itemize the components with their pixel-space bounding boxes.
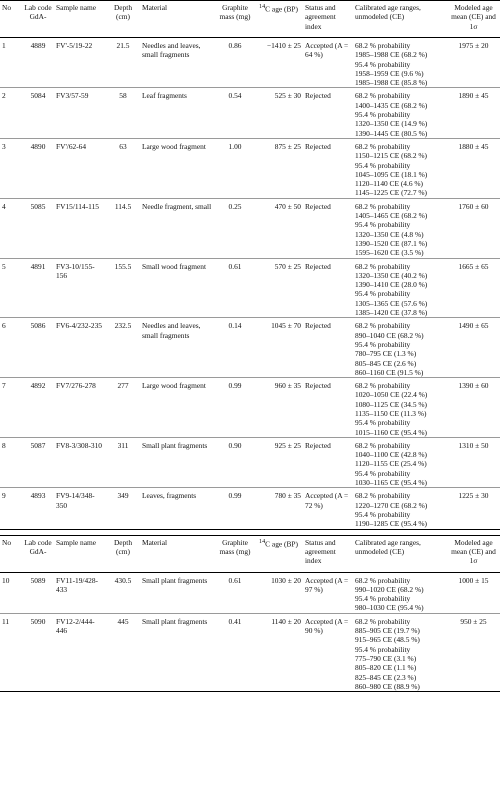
col-header-material: Material bbox=[142, 3, 168, 12]
cell-lab-code: 5089 bbox=[30, 575, 46, 585]
cell-lab-code: 5084 bbox=[30, 91, 46, 101]
cell-depth: 430.5 bbox=[114, 575, 132, 585]
table-row bbox=[0, 198, 500, 258]
calibrated-range-line: 1020–1050 CE (22.4 %) bbox=[355, 390, 428, 400]
col-header-depth: Depth (cm) bbox=[113, 3, 133, 22]
calibrated-range-line: 68.2 % probability bbox=[355, 616, 411, 626]
calibrated-range-line: 1305–1365 CE (57.6 %) bbox=[355, 298, 428, 308]
c14-age-label: C age (BP) bbox=[265, 4, 298, 14]
calibrated-range-line: 68.2 % probability bbox=[355, 141, 411, 151]
cell-sample-name: FV'-5/19-22 bbox=[56, 41, 93, 50]
cell-depth: 445 bbox=[117, 616, 129, 626]
cell-calibrated-ranges bbox=[353, 258, 447, 318]
calibrated-range-line: 1190–1285 CE (95.4 %) bbox=[355, 519, 427, 529]
cell-graphite-mass: 0.41 bbox=[228, 616, 242, 626]
calibrated-range-line: 68.2 % probability bbox=[355, 321, 411, 331]
cell-depth: 349 bbox=[117, 491, 129, 501]
table-row bbox=[0, 572, 500, 613]
col-header-sample-name: Sample name bbox=[56, 3, 97, 12]
cell-graphite-mass: 0.99 bbox=[228, 381, 242, 391]
cell-status: Rejected bbox=[305, 440, 331, 450]
cell-lab-code: 5090 bbox=[30, 616, 46, 626]
c14-age-label: C age (BP) bbox=[265, 539, 298, 549]
table-row bbox=[0, 138, 500, 198]
calibrated-range-line: 95.4 % probability bbox=[355, 339, 411, 349]
cell-sample-name: FV3-10/155-156 bbox=[56, 261, 95, 280]
cell-calibrated-ranges bbox=[353, 198, 447, 258]
calibrated-range-line: 68.2 % probability bbox=[355, 91, 411, 101]
calibrated-range-line: 780–795 CE (1.3 %) bbox=[355, 349, 417, 359]
calibrated-range-line: 68.2 % probability bbox=[355, 491, 411, 501]
cell-sample-name: FV9-14/348-350 bbox=[56, 491, 95, 510]
table-row bbox=[0, 437, 500, 487]
calibrated-range-line: 68.2 % probability bbox=[355, 201, 411, 211]
c14-superscript: 14 bbox=[259, 4, 266, 10]
calibrated-range-line: 980–1030 CE (95.4 %) bbox=[355, 603, 424, 613]
cell-modeled-age: 1665 ± 65 bbox=[458, 261, 489, 271]
cell-depth: 114.5 bbox=[114, 201, 132, 211]
cell-c14-age: −1410 ± 25 bbox=[266, 41, 301, 50]
col-header-graphite-mass: Graphite mass (mg) bbox=[219, 537, 251, 556]
cell-depth: 58 bbox=[119, 91, 127, 101]
table-header-row bbox=[0, 535, 500, 572]
table-row bbox=[0, 378, 500, 438]
calibrated-range-line: 1320–1350 CE (4.8 %) bbox=[355, 229, 424, 239]
cell-sample-name: FV7/276-278 bbox=[56, 381, 96, 391]
cell-graphite-mass: 0.61 bbox=[228, 575, 242, 585]
cell-material: Needles and leaves, small fragments bbox=[142, 41, 201, 60]
cell-status: Rejected bbox=[305, 201, 331, 211]
cell-lab-code: 4890 bbox=[30, 141, 46, 151]
cell-calibrated-ranges bbox=[353, 318, 447, 378]
cell-c14-age: 925 ± 25 bbox=[274, 440, 301, 450]
calibrated-range-line: 1120–1155 CE (25.4 %) bbox=[355, 459, 427, 469]
cell-sample-name: FV8-3/308-310 bbox=[56, 440, 102, 450]
table-row bbox=[0, 488, 500, 529]
cell-depth: 21.5 bbox=[116, 41, 130, 50]
cell-lab-code: 5085 bbox=[30, 201, 46, 211]
cell-modeled-age: 1000 ± 15 bbox=[458, 575, 489, 585]
cell-material: Needle fragment, small bbox=[142, 201, 212, 211]
calibrated-range-line: 95.4 % probability bbox=[355, 220, 411, 230]
cell-modeled-age: 1975 ± 20 bbox=[458, 41, 489, 50]
cell-material: Small plant fragments bbox=[142, 616, 208, 626]
cell-c14-age: 570 ± 25 bbox=[274, 261, 301, 271]
cell-depth: 232.5 bbox=[114, 321, 132, 331]
cell-modeled-age: 1760 ± 60 bbox=[458, 201, 489, 211]
cell-no: 7 bbox=[2, 381, 6, 391]
calibrated-range-line: 1595–1620 CE (3.5 %) bbox=[355, 248, 424, 258]
calibrated-range-line: 775–790 CE (3.1 %) bbox=[355, 653, 417, 663]
cell-no: 6 bbox=[2, 321, 6, 331]
cell-material: Needles and leaves, small fragments bbox=[142, 321, 201, 340]
calibrated-range-line: 68.2 % probability bbox=[355, 41, 411, 50]
calibrated-range-line: 1390–1520 CE (87.1 %) bbox=[355, 238, 428, 248]
cell-c14-age: 1030 ± 20 bbox=[271, 575, 301, 585]
cell-modeled-age: 1890 ± 45 bbox=[458, 91, 489, 101]
calibrated-range-line: 95.4 % probability bbox=[355, 644, 411, 654]
calibrated-range-line: 1150–1215 CE (68.2 %) bbox=[355, 151, 427, 161]
table-header-row bbox=[0, 1, 500, 38]
calibrated-range-line: 1145–1225 CE (72.7 %) bbox=[355, 188, 427, 198]
cell-c14-age: 1045 ± 70 bbox=[271, 321, 301, 331]
table-row bbox=[0, 318, 500, 378]
col-header-modeled-age: Modeled age mean (CE) and 1σ bbox=[451, 3, 496, 31]
cell-lab-code: 5087 bbox=[30, 440, 46, 450]
cell-depth: 155.5 bbox=[114, 261, 132, 271]
calibrated-range-line: 1985–1988 CE (68.2 %) bbox=[355, 50, 428, 60]
cell-calibrated-ranges bbox=[353, 437, 447, 487]
cell-graphite-mass: 0.90 bbox=[228, 440, 242, 450]
calibrated-range-line: 95.4 % probability bbox=[355, 289, 411, 299]
calibrated-range-line: 95.4 % probability bbox=[355, 509, 411, 519]
cell-calibrated-ranges bbox=[353, 488, 447, 529]
calibrated-range-line: 68.2 % probability bbox=[355, 440, 411, 450]
cell-c14-age: 470 ± 50 bbox=[274, 201, 301, 211]
calibrated-range-line: 1958–1959 CE (9.6 %) bbox=[355, 68, 424, 78]
cell-lab-code: 5086 bbox=[30, 321, 46, 331]
cell-sample-name: FV6-4/232-235 bbox=[56, 321, 102, 331]
cell-lab-code: 4889 bbox=[30, 41, 46, 50]
calibrated-range-line: 68.2 % probability bbox=[355, 381, 411, 391]
calibrated-range-line: 805–845 CE (2.6 %) bbox=[355, 358, 417, 368]
cell-depth: 311 bbox=[117, 440, 129, 450]
calibrated-range-line: 1120–1140 CE (4.6 %) bbox=[355, 179, 424, 189]
cell-c14-age: 525 ± 30 bbox=[274, 91, 301, 101]
cell-material: Small plant fragments bbox=[142, 575, 208, 585]
calibrated-range-line: 860–980 CE (88.9 %) bbox=[355, 681, 420, 691]
cell-sample-name: FV3/57-59 bbox=[56, 91, 89, 101]
calibrated-range-line: 95.4 % probability bbox=[355, 418, 411, 428]
cell-c14-age: 875 ± 25 bbox=[274, 141, 301, 151]
calibrated-range-line: 1135–1150 CE (11.3 %) bbox=[355, 408, 427, 418]
calibrated-range-line: 1220–1270 CE (68.2 %) bbox=[355, 500, 428, 510]
cell-no: 10 bbox=[2, 575, 10, 585]
calibrated-range-line: 1320–1350 CE (40.2 %) bbox=[355, 270, 428, 280]
cell-depth: 277 bbox=[117, 381, 129, 391]
cell-status: Rejected bbox=[305, 141, 331, 151]
calibrated-range-line: 915–965 CE (48.5 %) bbox=[355, 635, 420, 645]
col-header-no: No bbox=[2, 3, 12, 12]
cell-status: Accepted (A = 90 %) bbox=[305, 616, 349, 636]
cell-no: 1 bbox=[2, 41, 6, 50]
cell-lab-code: 4891 bbox=[30, 261, 46, 271]
col-header-c14-age bbox=[254, 1, 303, 38]
cell-material: Large wood fragment bbox=[142, 381, 206, 391]
table-row bbox=[0, 258, 500, 318]
calibrated-range-line: 95.4 % probability bbox=[355, 59, 411, 69]
cell-no: 4 bbox=[2, 201, 6, 211]
calibrated-range-line: 68.2 % probability bbox=[355, 261, 411, 271]
cell-lab-code: 4893 bbox=[30, 491, 46, 501]
cell-no: 11 bbox=[2, 616, 10, 626]
cell-graphite-mass: 0.99 bbox=[228, 491, 242, 501]
cell-no: 2 bbox=[2, 91, 6, 101]
cell-no: 3 bbox=[2, 141, 6, 151]
cell-graphite-mass: 1.00 bbox=[228, 141, 242, 151]
calibrated-range-line: 1080–1125 CE (34.5 %) bbox=[355, 399, 427, 409]
calibrated-range-line: 1985–1988 CE (85.8 %) bbox=[355, 78, 428, 88]
cell-status: Accepted (A = 64 %) bbox=[305, 41, 349, 60]
col-header-sample-name: Sample name bbox=[56, 537, 97, 547]
table-row bbox=[0, 88, 500, 138]
calibrated-range-line: 1030–1165 CE (95.4 %) bbox=[355, 478, 427, 488]
col-header-no: No bbox=[2, 537, 12, 547]
cell-status: Rejected bbox=[305, 261, 331, 271]
cell-c14-age: 780 ± 35 bbox=[274, 491, 301, 501]
cell-modeled-age: 1225 ± 30 bbox=[458, 491, 489, 501]
c14-superscript: 14 bbox=[259, 538, 266, 545]
cell-modeled-age: 1310 ± 50 bbox=[458, 440, 489, 450]
cell-no: 9 bbox=[2, 491, 6, 501]
col-header-calibrated-ranges: Calibrated age ranges, unmodeled (CE) bbox=[355, 3, 421, 22]
calibrated-range-line: 805–820 CE (1.1 %) bbox=[355, 663, 417, 673]
cell-modeled-age: 1880 ± 45 bbox=[458, 141, 489, 151]
calibrated-range-line: 95.4 % probability bbox=[355, 468, 411, 478]
col-header-lab-code: Lab code GdA- bbox=[24, 537, 52, 556]
calibrated-range-line: 890–1040 CE (68.2 %) bbox=[355, 330, 424, 340]
calibrated-range-line: 1320–1350 CE (14.9 %) bbox=[355, 119, 428, 129]
col-header-depth: Depth (cm) bbox=[113, 537, 133, 556]
col-header-c14-age bbox=[254, 535, 303, 572]
cell-status: Rejected bbox=[305, 381, 331, 391]
cell-c14-age: 960 ± 35 bbox=[274, 381, 301, 391]
cell-calibrated-ranges bbox=[353, 378, 447, 438]
cell-graphite-mass: 0.86 bbox=[228, 41, 242, 50]
cell-modeled-age: 1490 ± 65 bbox=[458, 321, 489, 331]
cell-graphite-mass: 0.54 bbox=[228, 91, 242, 101]
cell-modeled-age: 950 ± 25 bbox=[460, 616, 487, 626]
calibrated-range-line: 825–845 CE (2.3 %) bbox=[355, 672, 417, 682]
cell-calibrated-ranges bbox=[353, 138, 447, 198]
cell-calibrated-ranges bbox=[353, 88, 447, 138]
cell-depth: 63 bbox=[119, 141, 127, 151]
calibrated-range-line: 860–1160 CE (91.5 %) bbox=[355, 367, 424, 377]
cell-calibrated-ranges bbox=[353, 613, 447, 691]
cell-material: Leaves, fragments bbox=[142, 491, 197, 501]
calibrated-range-line: 95.4 % probability bbox=[355, 160, 411, 170]
cell-sample-name: FV15/114-115 bbox=[56, 201, 99, 211]
calibrated-range-line: 1390–1410 CE (28.0 %) bbox=[355, 280, 428, 290]
cell-graphite-mass: 0.61 bbox=[228, 261, 242, 271]
table-row bbox=[0, 613, 500, 691]
cell-status: Accepted (A = 97 %) bbox=[305, 575, 349, 594]
cell-status: Rejected bbox=[305, 321, 331, 331]
cell-calibrated-ranges bbox=[353, 572, 447, 613]
col-header-status: Status and agreement index bbox=[305, 537, 336, 566]
cell-status: Rejected bbox=[305, 91, 331, 101]
calibrated-range-line: 1045–1095 CE (18.1 %) bbox=[355, 169, 428, 179]
cell-no: 5 bbox=[2, 261, 6, 271]
col-header-lab-code: Lab code GdA- bbox=[24, 3, 52, 22]
cell-modeled-age: 1390 ± 60 bbox=[458, 381, 489, 391]
calibrated-range-line: 1405–1465 CE (68.2 %) bbox=[355, 211, 428, 221]
col-header-graphite-mass: Graphite mass (mg) bbox=[219, 3, 251, 22]
cell-status: Accepted (A = 72 %) bbox=[305, 491, 349, 510]
table-row bbox=[0, 38, 500, 88]
cell-calibrated-ranges bbox=[353, 38, 447, 88]
col-header-material: Material bbox=[142, 537, 168, 547]
col-header-modeled-age: Modeled age mean (CE) and 1σ bbox=[451, 537, 496, 566]
cell-no: 8 bbox=[2, 440, 6, 450]
calibrated-range-line: 95.4 % probability bbox=[355, 110, 411, 120]
calibrated-range-line: 1400–1435 CE (68.2 %) bbox=[355, 100, 428, 110]
calibrated-range-line: 1385–1420 CE (37.8 %) bbox=[355, 308, 428, 318]
cell-material: Large wood fragment bbox=[142, 141, 206, 151]
cell-sample-name: FV'/62-64 bbox=[56, 141, 87, 151]
cell-graphite-mass: 0.25 bbox=[228, 201, 242, 211]
cell-material: Small plant fragments bbox=[142, 440, 208, 450]
calibrated-range-line: 1040–1100 CE (42.8 %) bbox=[355, 450, 427, 460]
col-header-calibrated-ranges: Calibrated age ranges, unmodeled (CE) bbox=[355, 537, 421, 556]
calibrated-range-line: 1390–1445 CE (80.5 %) bbox=[355, 128, 428, 138]
calibrated-range-line: 95.4 % probability bbox=[355, 594, 411, 604]
calibrated-range-line: 990–1020 CE (68.2 %) bbox=[355, 584, 424, 594]
cell-material: Leaf fragments bbox=[142, 91, 187, 101]
cell-graphite-mass: 0.14 bbox=[228, 321, 242, 331]
calibrated-range-line: 1015–1160 CE (95.4 %) bbox=[355, 427, 427, 437]
col-header-status: Status and agreement index bbox=[305, 3, 336, 31]
cell-lab-code: 4892 bbox=[30, 381, 46, 391]
calibrated-range-line: 885–905 CE (19.7 %) bbox=[355, 626, 420, 636]
cell-material: Small wood fragment bbox=[142, 261, 207, 271]
cell-c14-age: 1140 ± 20 bbox=[271, 616, 301, 626]
calibrated-range-line: 68.2 % probability bbox=[355, 575, 411, 585]
cell-sample-name: FV11-19/428-433 bbox=[56, 575, 99, 594]
cell-sample-name: FV12-2/444-446 bbox=[56, 616, 95, 636]
